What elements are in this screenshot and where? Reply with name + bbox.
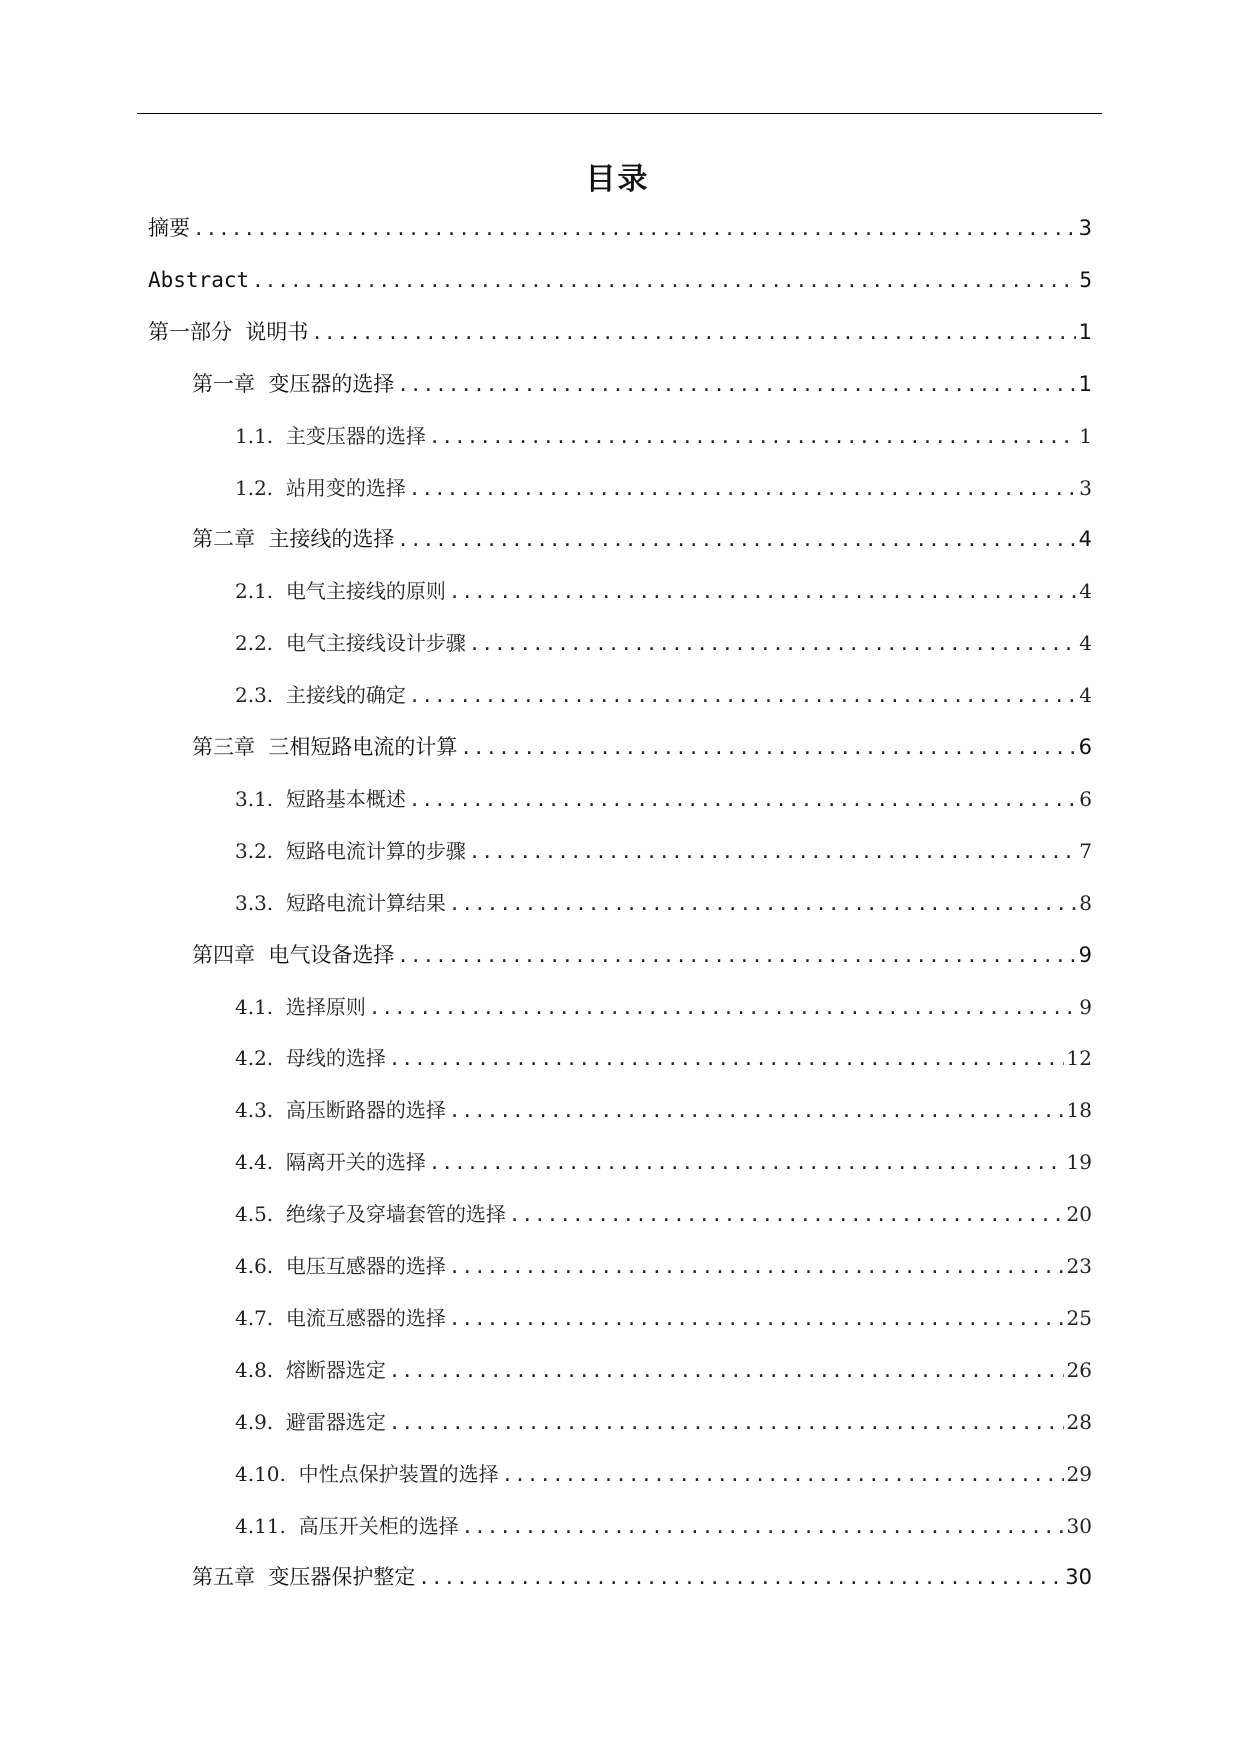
toc-entry-page-number: 6	[1079, 786, 1092, 811]
toc-entry[interactable]	[192, 1559, 1092, 1595]
toc-entry-page-number: 6	[1078, 735, 1092, 759]
toc-entry-label: 4.4. 隔离开关的选择	[235, 1150, 426, 1175]
toc-entry-page-number: 19	[1066, 1150, 1092, 1175]
toc-entry-page-number: 8	[1079, 890, 1092, 915]
toc-entry[interactable]	[148, 210, 1092, 246]
toc-entry[interactable]	[235, 885, 1092, 921]
toc-entry[interactable]	[192, 521, 1092, 557]
toc-entry[interactable]	[148, 314, 1092, 350]
toc-dot-leader	[311, 315, 1075, 351]
toc-entry-label: 摘要	[148, 216, 190, 240]
toc-entry[interactable]	[235, 1508, 1092, 1544]
toc-dot-leader	[252, 263, 1076, 299]
toc-entry-label: 2.2. 电气主接线设计步骤	[235, 631, 466, 656]
page-title: 目录	[585, 162, 650, 197]
toc-dot-leader	[469, 626, 1076, 662]
toc-entry-label: 1.1. 主变压器的选择	[235, 423, 426, 448]
toc-dot-leader	[369, 990, 1076, 1026]
toc-dot-leader	[429, 419, 1076, 455]
toc-entry-label: 4.5. 绝缘子及穿墙套管的选择	[235, 1202, 506, 1227]
toc-entry-label: 第三章 三相短路电流的计算	[192, 735, 458, 759]
toc-entry-label: 4.7. 电流互感器的选择	[235, 1305, 446, 1330]
toc-dot-leader	[409, 471, 1076, 507]
toc-entry-page-number: 23	[1066, 1254, 1092, 1278]
toc-entry[interactable]	[235, 1300, 1092, 1336]
toc-dot-leader	[389, 1353, 1064, 1389]
toc-entry-page-number: 7	[1079, 838, 1092, 863]
toc-entry-label: 2.3. 主接线的确定	[235, 683, 406, 708]
toc-entry-page-number: 29	[1066, 1461, 1092, 1486]
toc-entry-page-number: 25	[1066, 1305, 1092, 1330]
toc-entry-page-number: 30	[1065, 1565, 1092, 1590]
toc-entry-page-number: 4	[1078, 527, 1092, 552]
toc-entry-label: 第二章 主接线的选择	[192, 527, 395, 552]
toc-entry-page-number: 18	[1066, 1098, 1092, 1123]
toc-entry-label: 第五章 变压器保护整定	[192, 1565, 416, 1590]
toc-entry-page-number: 9	[1078, 942, 1092, 967]
toc-dot-leader	[449, 886, 1076, 922]
toc-entry-page-number: 1	[1078, 319, 1092, 344]
toc-entry[interactable]	[235, 781, 1092, 817]
toc-entry-label: 3.2. 短路电流计算的步骤	[235, 838, 466, 863]
toc-dot-leader	[462, 1509, 1064, 1545]
toc-entry-page-number: 20	[1066, 1202, 1092, 1227]
toc-entry-page-number: 26	[1066, 1357, 1092, 1382]
toc-entry-label: 1.2. 站用变的选择	[235, 475, 406, 500]
toc-entry-page-number: 1	[1079, 423, 1092, 448]
toc-entry-label: 4.11. 高压开关柜的选择	[235, 1513, 459, 1538]
toc-entry-page-number: 12	[1066, 1046, 1092, 1071]
toc-entry-page-number: 5	[1079, 267, 1092, 292]
toc-entry-page-number: 28	[1066, 1409, 1092, 1434]
toc-dot-leader	[389, 1405, 1064, 1441]
toc-dot-leader	[397, 367, 1075, 403]
toc-entry-page-number: 4	[1079, 683, 1092, 708]
toc-entry[interactable]	[235, 1092, 1092, 1128]
toc-dot-leader	[397, 522, 1075, 558]
toc-entry[interactable]	[235, 833, 1092, 869]
toc-dot-leader	[397, 938, 1075, 974]
toc-entry[interactable]	[235, 1248, 1092, 1284]
toc-dot-leader	[449, 1301, 1064, 1337]
toc-entry[interactable]	[192, 366, 1092, 402]
toc-entry[interactable]	[192, 937, 1092, 973]
toc-entry-page-number: 1	[1078, 371, 1092, 396]
toc-entry-page-number: 3	[1078, 216, 1092, 240]
toc-entry[interactable]	[235, 989, 1092, 1025]
toc-entry[interactable]	[235, 418, 1092, 454]
toc-dot-leader	[193, 211, 1076, 247]
toc-entry-page-number: 4	[1079, 579, 1092, 604]
toc-entry[interactable]	[235, 625, 1092, 661]
toc-entry[interactable]	[235, 1040, 1092, 1076]
toc-entry-page-number: 9	[1079, 994, 1092, 1019]
toc-entry[interactable]	[235, 1404, 1092, 1440]
toc-entry[interactable]	[235, 1144, 1092, 1180]
toc-entry-label: 3.1. 短路基本概述	[235, 786, 406, 811]
toc-dot-leader	[509, 1197, 1064, 1233]
toc-entry-label: 第四章 电气设备选择	[192, 942, 395, 967]
toc-dot-leader	[460, 730, 1075, 766]
toc-dot-leader	[409, 678, 1076, 714]
toc-entry-label: 4.9. 避雷器选定	[235, 1409, 386, 1434]
toc-entry[interactable]	[192, 729, 1092, 765]
toc-dot-leader	[409, 782, 1076, 818]
toc-dot-leader	[418, 1560, 1062, 1596]
toc-dot-leader	[429, 1145, 1064, 1181]
toc-entry-label: 4.3. 高压断路器的选择	[235, 1098, 446, 1123]
toc-entry-label: 第一部分 说明书	[148, 319, 309, 344]
toc-dot-leader	[449, 574, 1076, 610]
toc-entry-label: 4.10. 中性点保护装置的选择	[235, 1461, 499, 1486]
toc-entry[interactable]	[235, 677, 1092, 713]
toc-entry[interactable]	[235, 1352, 1092, 1388]
toc-dot-leader	[449, 1249, 1064, 1285]
toc-entry-label: 第一章 变压器的选择	[192, 371, 395, 396]
toc-entry-label: 4.8. 熔断器选定	[235, 1357, 386, 1382]
toc-entry-label: Abstract	[148, 267, 250, 292]
toc-entry-label: 2.1. 电气主接线的原则	[235, 579, 446, 604]
toc-entry[interactable]	[148, 262, 1092, 298]
toc-dot-leader	[502, 1457, 1064, 1493]
toc-entry-page-number: 4	[1079, 631, 1092, 656]
toc-entry-page-number: 3	[1079, 475, 1092, 500]
toc-entry[interactable]	[235, 1196, 1092, 1232]
toc-entry[interactable]	[235, 1456, 1092, 1492]
toc-dot-leader	[389, 1041, 1064, 1077]
toc-dot-leader	[449, 1093, 1064, 1129]
toc-entry-page-number: 30	[1066, 1513, 1092, 1538]
header-rule	[137, 113, 1102, 114]
toc-entry-label: 4.2. 母线的选择	[235, 1046, 386, 1071]
toc-entry-label: 4.1. 选择原则	[235, 994, 366, 1019]
toc-entry-label: 4.6. 电压互感器的选择	[235, 1254, 446, 1278]
toc-entry[interactable]	[235, 470, 1092, 506]
toc-entry[interactable]	[235, 573, 1092, 609]
toc-entry-label: 3.3. 短路电流计算结果	[235, 890, 446, 915]
toc-dot-leader	[469, 834, 1076, 870]
